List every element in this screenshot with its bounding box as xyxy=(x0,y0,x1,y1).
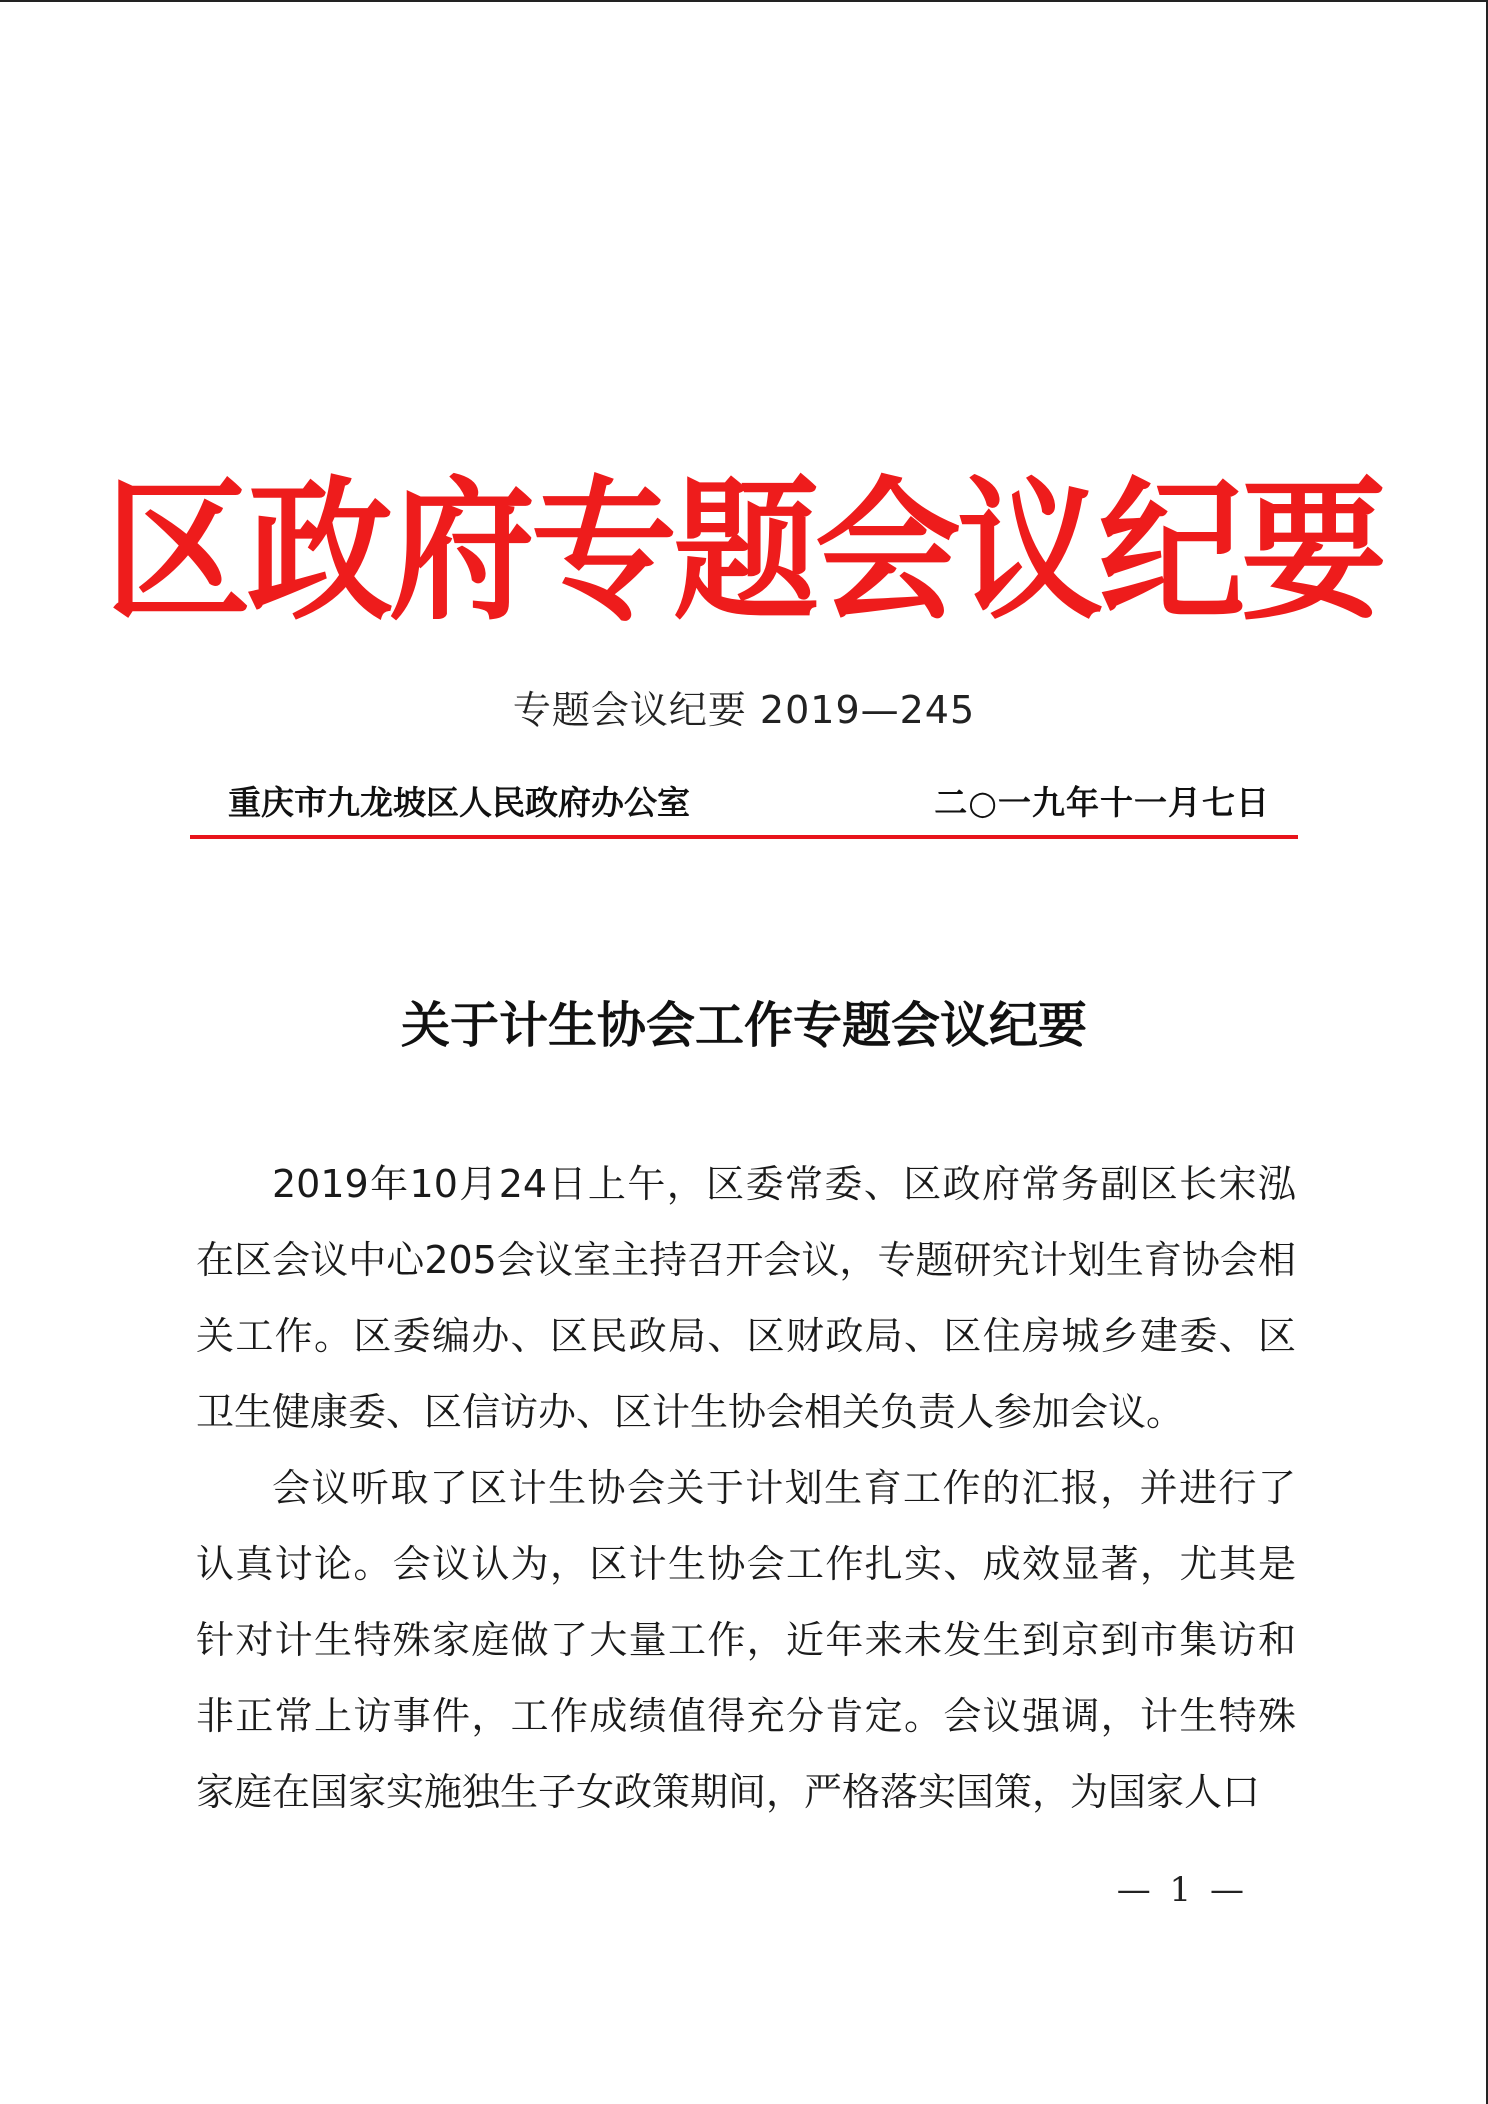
page-border-top xyxy=(0,0,1488,2)
document-number: 专题会议纪要 2019—245 xyxy=(512,688,976,732)
body-paragraph: 会议听取了区计生协会关于计划生育工作的汇报，并进行了认真讨论。会议认为，区计生协会工作扎实、成效显著，尤其是针对计生特殊家庭做了大量工作，近年来未发生到京到市集访和非正常上访事件，工作成绩值得充分肯定。会议强调，计生特殊家庭在国家实施独生子女政策期间，严格落实国策，为国家人口 xyxy=(196,1466,1296,1814)
document-body xyxy=(196,1146,1296,1830)
body-paragraph: 2019年10月24日上午，区委常委、区政府常务副区长宋泓在区会议中心205会议室主持召开会议，专题研究计划生育协会相关工作。区委编办、区民政局、区财政局、区住房城乡建委、区卫生健康委、区信访办、区计生协会相关负责人参加会议。 xyxy=(196,1162,1296,1434)
issuing-office: 重庆市九龙坡区人民政府办公室 xyxy=(228,783,690,822)
issue-date: 二○一九年十一月七日 xyxy=(934,783,1270,822)
page-number: — 1 — xyxy=(1116,1870,1248,1910)
masthead-title: 区政府专题会议纪要 xyxy=(105,461,1383,642)
red-separator-rule xyxy=(190,835,1298,839)
document-title: 关于计生协会工作专题会议纪要 xyxy=(400,996,1087,1054)
